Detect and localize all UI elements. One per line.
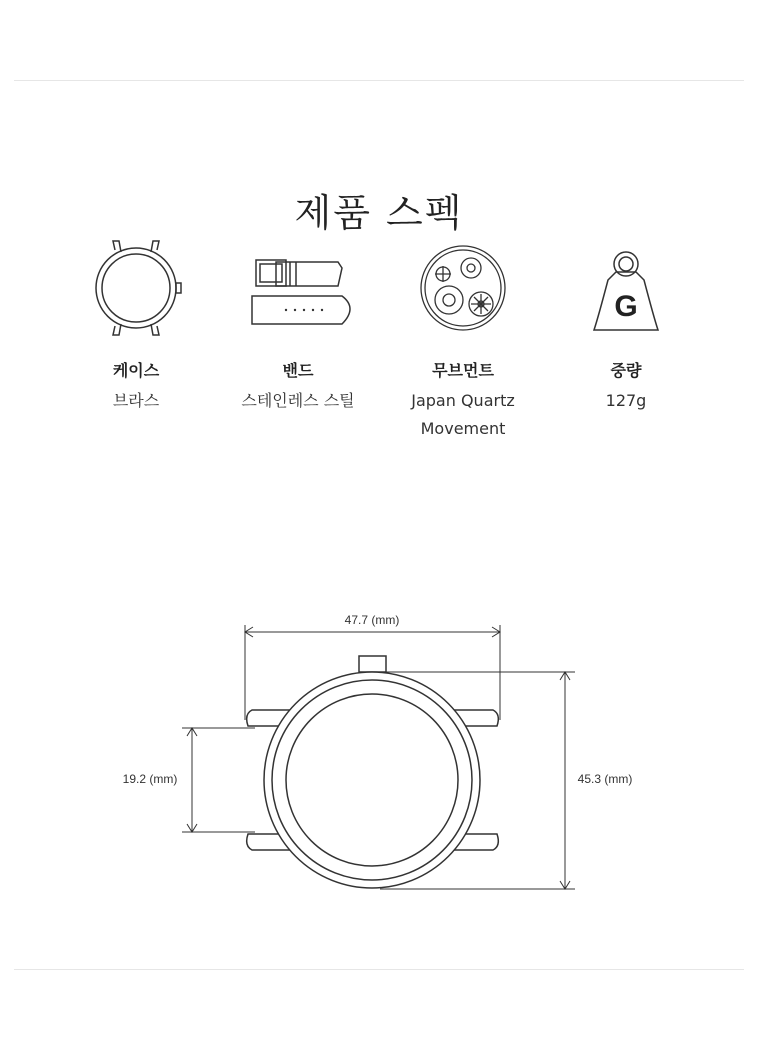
width-dimension-label: 47.7 (mm) <box>344 613 400 627</box>
dimension-diagram <box>0 600 758 900</box>
top-divider <box>14 80 744 81</box>
spec-movement <box>383 238 543 443</box>
spec-value: 브라스 <box>112 391 160 410</box>
band-width-dimension-label: 19.2 (mm) <box>122 772 178 786</box>
watch-case-icon <box>56 238 216 338</box>
bottom-divider <box>14 969 744 970</box>
height-dimension-label: 45.3 (mm) <box>577 772 633 786</box>
spec-band <box>218 238 378 415</box>
spec-label: 케이스 <box>112 361 160 380</box>
spec-value: 127g <box>605 391 647 410</box>
spec-weight <box>546 238 706 415</box>
spec-label: 중량 <box>610 361 642 380</box>
spec-label: 밴드 <box>282 361 314 380</box>
movement-gears-icon <box>383 238 543 338</box>
spec-value: 스테인레스 스틸 <box>241 391 355 410</box>
weight-icon-letter: G <box>614 290 638 323</box>
page-title: 제품 스펙 <box>294 190 464 235</box>
weight-icon <box>546 238 706 338</box>
spec-value: Japan Quartz Movement <box>411 391 515 438</box>
spec-case <box>56 238 216 415</box>
watch-band-icon <box>218 238 378 338</box>
spec-label: 무브먼트 <box>432 361 494 380</box>
